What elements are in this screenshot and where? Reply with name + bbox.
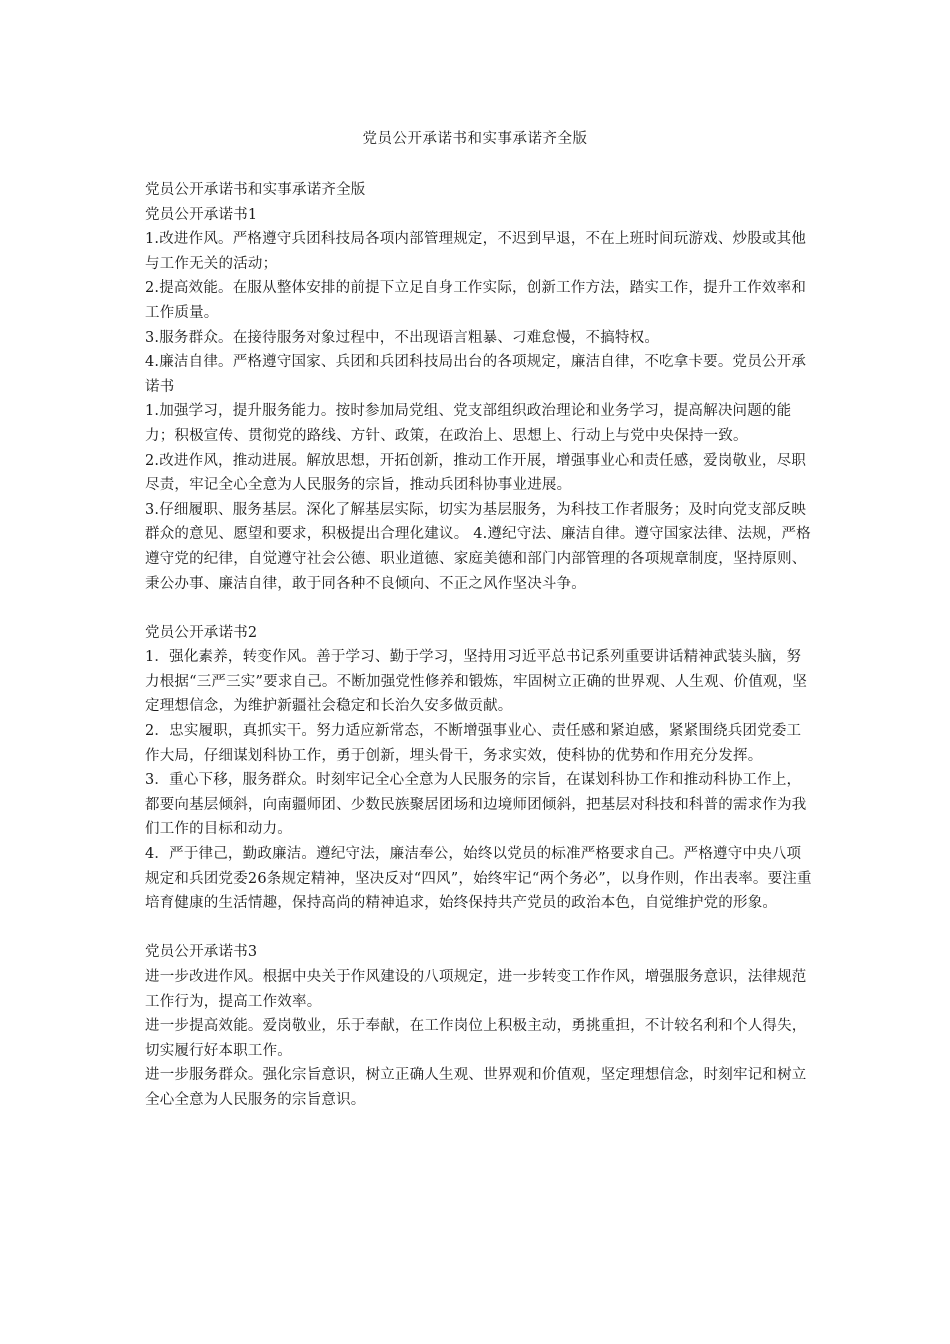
paragraph: 1.改进作风。严格遵守兵团科技局各项内部管理规定，不迟到早退，不在上班时间玩游戏、炒股或其他与工作无关的活动；: [145, 231, 807, 272]
paragraph: 2.提高效能。在服从整体安排的前提下立足自身工作实际，创新工作方法，踏实工作，提升工作效率和工作质量。: [145, 280, 807, 321]
document-subtitle: 党员公开承诺书和实事承诺齐全版: [145, 182, 366, 198]
paragraph: 进一步改进作风。根据中央关于作风建设的八项规定，进一步转变工作作风，增强服务意识，法律规范工作行为，提高工作效率。: [145, 969, 807, 1010]
paragraph: 2.改进作风，推动进展。解放思想，开拓创新，推动工作开展，增强事业心和责任感，爱岗敬业，尽职尽责，牢记全心全意为人民服务的宗旨，推动兵团科协事业进展。: [145, 452, 807, 494]
paragraph: 4．严于律己，勤政廉洁。遵纪守法，廉洁奉公，始终以党员的标准严格要求自己。严格遵守中央八项规定和兵团党委26条规定精神，坚决反对“四风”，始终牢记“两个务必”，以身作则，作出表率。要注重培育健康的生活情趣，保持高尚的精神追求，始终保持共产党员的政治本色，自觉维护党的形象。: [145, 846, 812, 912]
document-body: [145, 178, 813, 1113]
paragraph: 3.仔细履职、服务基层。深化了解基层实际，切实为基层服务，为科技工作者服务；及时向党支部反映群众的意见、愿望和要求，积极提出合理化建议。 4.遵纪守法、廉洁自律。遵守国家法律、法规，严格遵守党的纪律，自觉遵守社会公德、职业道德、家庭美德和部门内部管理的各项规章制度，坚持原则、秉公办事、廉洁自律，敢于同各种不良倾向、不正之风作坚决斗争。: [145, 501, 811, 592]
paragraph: 进一步提高效能。爱岗敬业，乐于奉献，在工作岗位上积极主动，勇挑重担，不计较名利和个人得失，切实履行好本职工作。: [145, 1018, 807, 1059]
paragraph: 进一步服务群众。强化宗旨意识，树立正确人生观、世界观和价值观，坚定理想信念，时刻牢记和树立全心全意为人民服务的宗旨意识。: [145, 1067, 807, 1108]
paragraph-gap: [145, 596, 813, 621]
paragraph-gap: [145, 916, 813, 941]
paragraph: 2．忠实履职，真抓实干。努力适应新常态，不断增强事业心、责任感和紧迫感，紧紧围绕兵团党委工作大局，仔细谋划科协工作，勇于创新，埋头骨干，务求实效，使科协的优势和作用充分发挥。: [145, 723, 802, 764]
section-heading: 党员公开承诺书2: [145, 624, 258, 641]
paragraph: 1.加强学习，提升服务能力。按时参加局党组、党支部组织政治理论和业务学习，提高解决问题的能力；积极宣传、贯彻党的路线、方针、政策，在政治上、思想上、行动上与党中央保持一致。: [145, 403, 792, 444]
paragraph: 1．强化素养，转变作风。善于学习、勤于学习，坚持用习近平总书记系列重要讲话精神武装头脑，努力根据“三严三实”要求自己。不断加强党性修养和锻炼，牢固树立正确的世界观、人生观、价值观，坚定理想信念，为维护新疆社会稳定和长治久安多做贡献。: [145, 649, 808, 715]
paragraph: 3．重心下移，服务群众。时刻牢记全心全意为人民服务的宗旨，在谋划科协工作和推动科协工作上，都要向基层倾斜，向南疆师团、少数民族聚居团场和边境师团倾斜，把基层对科技和科普的需求作为我们工作的目标和动力。: [145, 772, 807, 838]
paragraph: 4.廉洁自律。严格遵守国家、兵团和兵团科技局出台的各项规定，廉洁自律，不吃拿卡要。党员公开承诺书: [145, 354, 807, 395]
section-heading: 党员公开承诺书1: [145, 206, 258, 223]
section-heading: 党员公开承诺书3: [145, 944, 258, 961]
paragraph: 3.服务群众。在接待服务对象过程中，不出现语言粗暴、刁难怠慢，不搞特权。: [145, 329, 660, 346]
document-title: 党员公开承诺书和实事承诺齐全版: [362, 131, 588, 147]
